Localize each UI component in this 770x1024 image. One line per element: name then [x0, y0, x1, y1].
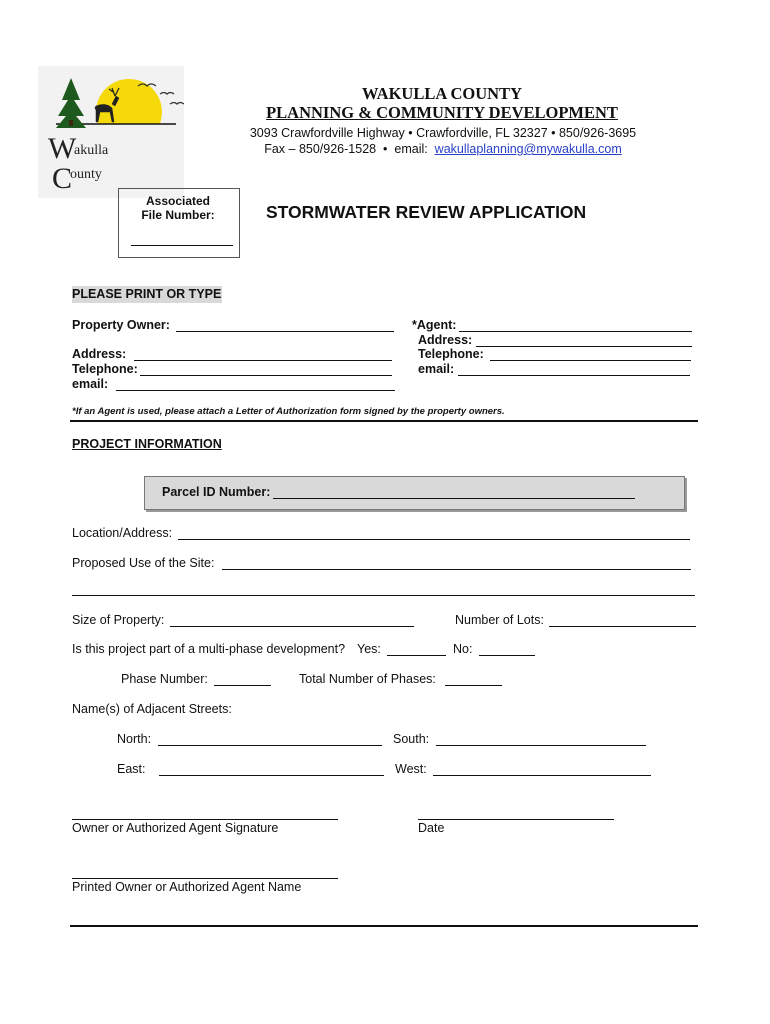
south-label: South: [393, 732, 430, 746]
logo-text-line1: akulla [74, 143, 109, 158]
owner-address-field[interactable] [134, 360, 392, 361]
file-number-label-line1: Associated [145, 194, 211, 208]
org-address: 3093 Crawfordville Highway • Crawfordville, FL 32327 • 850/926-3695 [249, 126, 637, 140]
signature-field[interactable] [72, 819, 338, 820]
project-info-heading: PROJECT INFORMATION [72, 437, 222, 451]
agent-note: *If an Agent is used, please attach a Letter of Authorization form signed by the property owners. [72, 406, 505, 417]
owner-email-label: email: [72, 377, 109, 391]
phase-number-field[interactable] [214, 685, 271, 686]
agent-label: *Agent: [412, 318, 457, 332]
logo-graphic [38, 66, 184, 198]
multiphase-yes-field[interactable] [387, 655, 446, 656]
location-label: Location/Address: [72, 526, 173, 540]
owner-telephone-field[interactable] [140, 375, 392, 376]
date-field[interactable] [418, 819, 614, 820]
phase-number-label: Phase Number: [121, 672, 208, 686]
form-title: STORMWATER REVIEW APPLICATION [266, 202, 587, 222]
date-label: Date [418, 821, 445, 835]
total-phases-field[interactable] [445, 685, 502, 686]
property-owner-label: Property Owner: [72, 318, 170, 332]
number-of-lots-field[interactable] [549, 626, 696, 627]
south-street-field[interactable] [436, 745, 646, 746]
file-number-label-line2: File Number: [141, 208, 215, 222]
logo-initial-c: C [52, 162, 73, 195]
tree-icon [56, 78, 86, 128]
number-of-lots-label: Number of Lots: [455, 613, 544, 627]
bottom-divider [70, 925, 698, 927]
north-street-field[interactable] [158, 745, 382, 746]
west-street-field[interactable] [433, 775, 651, 776]
agent-telephone-label: Telephone: [418, 347, 484, 361]
logo-text-line2: ounty [70, 167, 102, 182]
proposed-use-field-line2[interactable] [72, 595, 695, 596]
owner-address-label: Address: [72, 347, 127, 361]
owner-telephone-label: Telephone: [72, 362, 138, 376]
proposed-use-label: Proposed Use of the Site: [72, 556, 215, 570]
size-of-property-field[interactable] [170, 626, 414, 627]
multiphase-question: Is this project part of a multi-phase development? [72, 642, 346, 656]
multiphase-no-field[interactable] [479, 655, 535, 656]
email-link[interactable]: wakullaplanning@mywakulla.com [434, 142, 622, 156]
signature-label: Owner or Authorized Agent Signature [72, 821, 279, 835]
multiphase-no-label: No: [453, 642, 473, 656]
agent-email-field[interactable] [458, 375, 690, 376]
print-instruction: PLEASE PRINT OR TYPE [72, 287, 222, 301]
agent-email-label: email: [418, 362, 455, 376]
parcel-id-field[interactable] [273, 498, 635, 499]
agent-address-field[interactable] [476, 346, 692, 347]
parcel-id-label: Parcel ID Number: [162, 485, 271, 499]
printed-name-label: Printed Owner or Authorized Agent Name [72, 880, 302, 894]
adjacent-streets-label: Name(s) of Adjacent Streets: [72, 702, 232, 716]
file-number-field[interactable] [131, 245, 233, 246]
logo-initial-w: W [48, 132, 77, 165]
county-logo [38, 66, 184, 198]
multiphase-yes-label: Yes: [357, 642, 381, 656]
west-label: West: [395, 762, 427, 776]
department-name: PLANNING & COMMUNITY DEVELOPMENT [266, 103, 618, 122]
section-divider [70, 420, 698, 422]
printed-name-field[interactable] [72, 878, 338, 879]
owner-email-field[interactable] [116, 390, 395, 391]
total-phases-label: Total Number of Phases: [299, 672, 436, 686]
proposed-use-field[interactable] [222, 569, 691, 570]
location-field[interactable] [178, 539, 690, 540]
agent-telephone-field[interactable] [490, 360, 691, 361]
fax-text: Fax – 850/926-1528 • email: [264, 142, 435, 156]
org-name: WAKULLA COUNTY [362, 84, 522, 103]
north-label: North: [117, 732, 152, 746]
property-owner-field[interactable] [176, 331, 394, 332]
agent-field[interactable] [459, 331, 692, 332]
east-street-field[interactable] [159, 775, 384, 776]
file-number-label [118, 194, 238, 222]
size-of-property-label: Size of Property: [72, 613, 165, 627]
agent-address-label: Address: [418, 333, 473, 347]
east-label: East: [117, 762, 146, 776]
org-contact [238, 142, 648, 156]
